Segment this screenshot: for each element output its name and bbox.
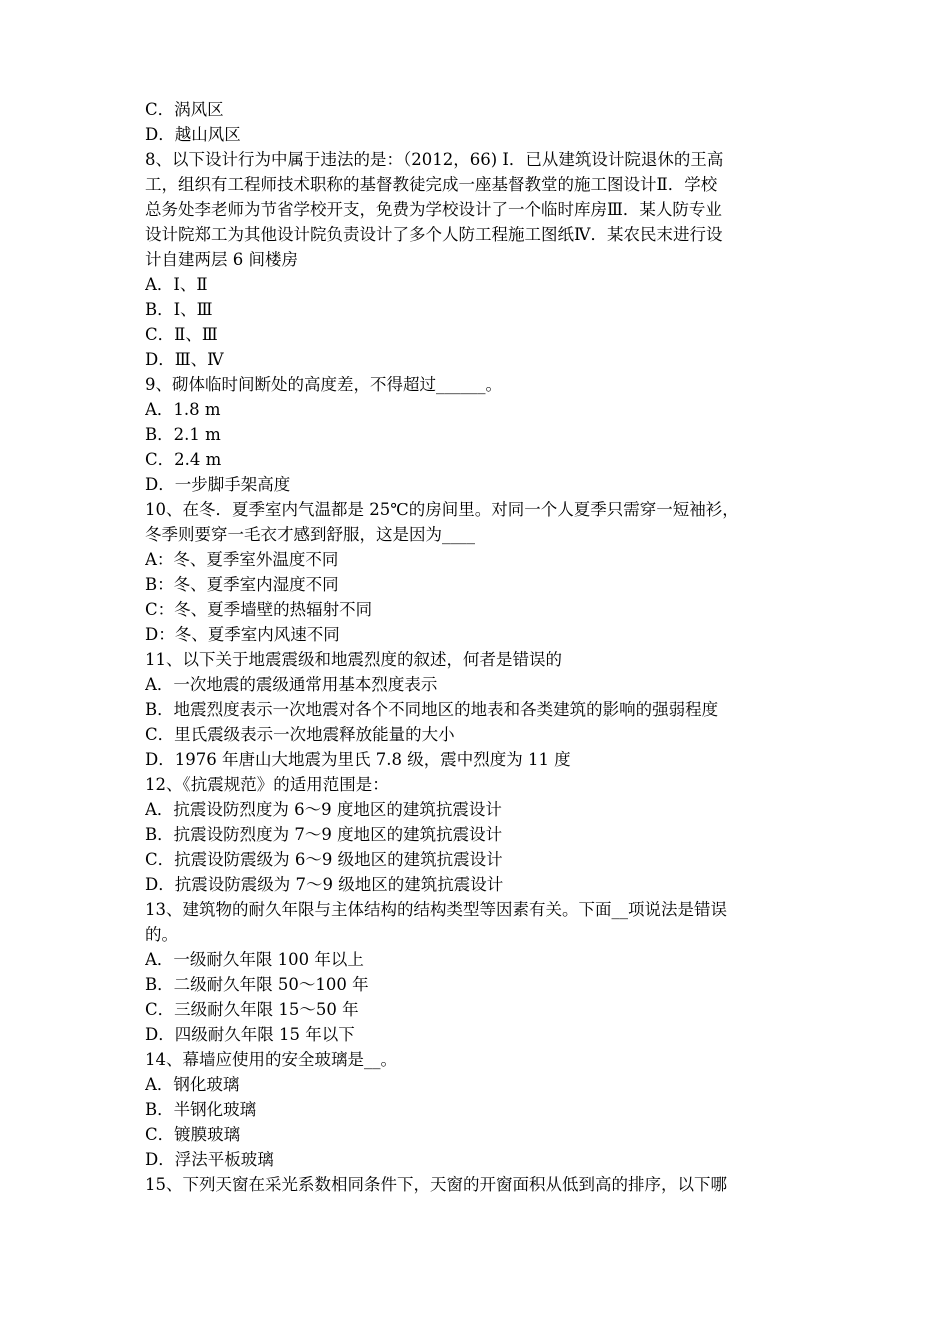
option-line: D．一步脚手架高度 [145,475,291,494]
option-line: B：冬、夏季室内湿度不同 [145,575,339,594]
text-line: C．涡风区 [145,100,224,119]
option-line: B．地震烈度表示一次地震对各个不同地区的地表和各类建筑的影响的强弱程度 [145,700,719,719]
document-page [145,97,815,1197]
option-line: C．Ⅱ、Ⅲ [145,325,218,344]
question-13-line: 13、建筑物的耐久年限与主体结构的结构类型等因素有关。下面__项说法是错误 [145,900,727,919]
question-11-line: 11、以下关于地震震级和地震烈度的叙述，何者是错误的 [145,650,562,669]
question-8-line: 8、以下设计行为中属于违法的是：（2012，66) Ⅰ．已从建筑设计院退休的王高 [145,150,724,169]
option-line: C．2.4 m [145,450,222,469]
question-10-line: 10、在冬．夏季室内气温都是 25℃的房间里。对同一个人夏季只需穿一短袖衫， [145,500,739,519]
option-line: A．钢化玻璃 [145,1075,240,1094]
text-line: 总务处李老师为节省学校开支，免费为学校设计了一个临时库房Ⅲ．某人防专业 [145,200,722,219]
option-line: B．二级耐久年限 50～100 年 [145,975,369,994]
option-line: D．Ⅲ、Ⅳ [145,350,224,369]
option-line: C．里氏震级表示一次地震释放能量的大小 [145,725,455,744]
text-line: 设计院郑工为其他设计院负责设计了多个人防工程施工图纸Ⅳ．某农民末进行设 [145,225,723,244]
option-line: C．抗震设防震级为 6～9 级地区的建筑抗震设计 [145,850,503,869]
option-line: D．抗震设防震级为 7～9 级地区的建筑抗震设计 [145,875,504,894]
option-line: D：冬、夏季室内风速不同 [145,625,340,644]
question-15-line: 15、下列天窗在采光系数相同条件下，天窗的开窗面积从低到高的排序，以下哪 [145,1175,727,1194]
text-line: 计自建两层 6 间楼房 [145,250,298,269]
text-line: 工，组织有工程师技术职称的基督教徒完成一座基督教堂的施工图设计Ⅱ．学校 [145,175,718,194]
option-line: A：冬、夏季室外温度不同 [145,550,339,569]
option-line: D．1976 年唐山大地震为里氏 7.8 级，震中烈度为 11 度 [145,750,571,769]
question-14-line: 14、幕墙应使用的安全玻璃是__。 [145,1050,397,1069]
text-line: 冬季则要穿一毛衣才感到舒服，这是因为____ [145,525,475,544]
question-9-line: 9、砌体临时间断处的高度差，不得超过______。 [145,375,502,394]
option-line: A．一次地震的震级通常用基本烈度表示 [145,675,438,694]
option-line: C：冬、夏季墙壁的热辐射不同 [145,600,373,619]
option-line: C．镀膜玻璃 [145,1125,241,1144]
option-line: B．2.1 m [145,425,221,444]
question-12-line: 12、《抗震规范》的适用范围是： [145,775,389,794]
text-line: D．越山风区 [145,125,241,144]
option-line: A．1.8 m [145,400,221,419]
option-line: A．Ⅰ、Ⅱ [145,275,208,294]
option-line: B．抗震设防烈度为 7～9 度地区的建筑抗震设计 [145,825,503,844]
option-line: A．一级耐久年限 100 年以上 [145,950,364,969]
option-line: B．半钢化玻璃 [145,1100,257,1119]
option-line: B．Ⅰ、Ⅲ [145,300,213,319]
option-line: A．抗震设防烈度为 6～9 度地区的建筑抗震设计 [145,800,502,819]
option-line: C．三级耐久年限 15～50 年 [145,1000,359,1019]
text-line: 的。 [145,925,178,944]
option-line: D．四级耐久年限 15 年以下 [145,1025,355,1044]
option-line: D．浮法平板玻璃 [145,1150,274,1169]
